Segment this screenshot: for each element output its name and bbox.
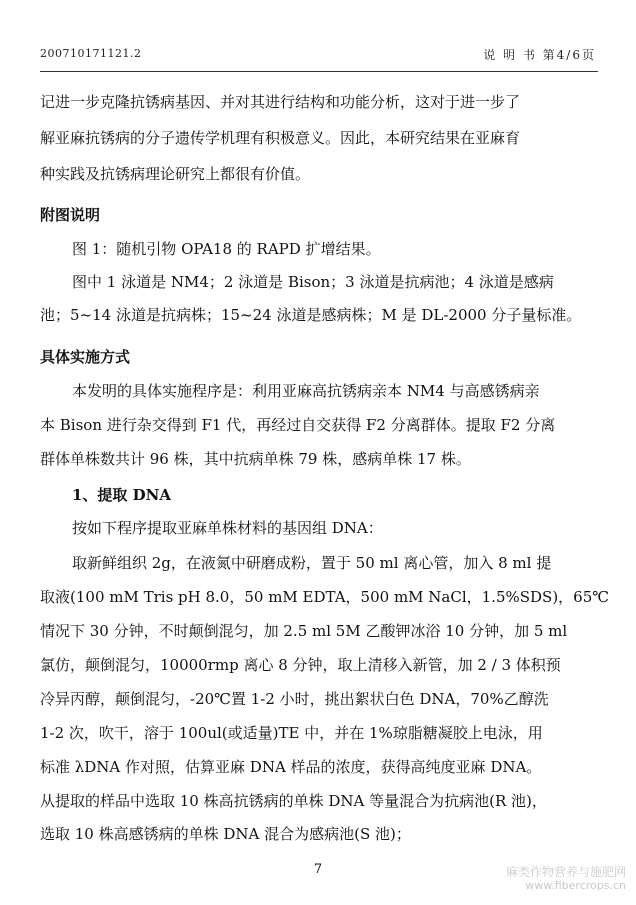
section-heading-figures: 附图说明 <box>40 206 101 224</box>
page-info: 第4/6页 <box>542 48 596 62</box>
paragraph-line: 本 Bison 进行杂交得到 F1 代，再经过自交获得 F2 分离群体。提取 F2 分离 <box>40 416 556 434</box>
paragraph-line: 记进一步克隆抗锈病基因、并对其进行结构和功能分析，这对于进一步了 <box>40 93 521 111</box>
paragraph-line: 1-2 次，吹干，溶于 100ul(或适量)TE 中，并在 1%琼脂糖凝胶上电泳，用 <box>40 724 543 742</box>
section-heading-implementation: 具体实施方式 <box>40 348 131 366</box>
paragraph-line: 情况下 30 分钟，不时颠倒混匀，加 2.5 ml 5M 乙酸钾冰浴 10 分钟，加 5 ml <box>40 622 568 640</box>
paragraph-line: 取液(100 mM Tris pH 8.0，50 mM EDTA，500 mM NaCl，1.5%SDS)，65℃ <box>40 588 610 606</box>
header-divider <box>40 71 598 72</box>
figure-caption: 图 1：随机引物 OPA18 的 RAPD 扩增结果。 <box>72 240 381 258</box>
paragraph-line: 本发明的具体实施程序是：利用亚麻高抗锈病亲本 NM4 与高感锈病亲 <box>72 382 540 400</box>
paragraph-line: 冷异丙醇，颠倒混匀，-20℃置 1-2 小时，挑出絮状白色 DNA，70%乙醇洗 <box>40 690 549 708</box>
paragraph-line: 群体单株数共计 96 株，其中抗病单株 79 株，感病单株 17 株。 <box>40 450 471 468</box>
section-title: 说 明 书 <box>483 48 537 62</box>
paragraph-line: 池；5~14 泳道是抗病株；15~24 泳道是感病株；M 是 DL-2000 分子量标准。 <box>40 306 582 324</box>
paragraph-line: 按如下程序提取亚麻单株材料的基因组 DNA： <box>72 519 383 537</box>
document-number: 200710171121.2 <box>40 47 142 60</box>
paragraph-line: 种实践及抗锈病理论研究上都很有价值。 <box>40 165 311 183</box>
paragraph-line: 标准 λDNA 作对照，估算亚麻 DNA 样品的浓度，获得高纯度亚麻 DNA。 <box>40 758 542 776</box>
paragraph-line: 取新鲜组织 2g，在液氮中研磨成粉，置于 50 ml 离心管，加入 8 ml 提 <box>72 554 552 572</box>
paragraph-line: 图中 1 泳道是 NM4；2 泳道是 Bison；3 泳道是抗病池；4 泳道是感病 <box>72 273 554 291</box>
header-title <box>483 46 596 63</box>
paragraph-line: 从提取的样品中选取 10 株高抗锈病的单株 DNA 等量混合为抗病池(R 池)， <box>40 792 547 810</box>
watermark <box>506 865 626 893</box>
watermark-text: 麻类作物营养与施肥网 <box>505 865 626 879</box>
paragraph-line: 解亚麻抗锈病的分子遗传学机理有积极意义。因此，本研究结果在亚麻育 <box>40 129 521 147</box>
watermark-url: www.fibercrops.cn <box>525 879 626 892</box>
page-number: 7 <box>313 862 323 877</box>
subsection-heading-dna: 1、提取 DNA <box>72 486 172 504</box>
paragraph-line: 氯仿，颠倒混匀，10000rmp 离心 8 分钟，取上清移入新管，加 2 / 3 体积预 <box>40 656 561 674</box>
paragraph-line: 选取 10 株高感锈病的单株 DNA 混合为感病池(S 池)； <box>40 825 411 843</box>
